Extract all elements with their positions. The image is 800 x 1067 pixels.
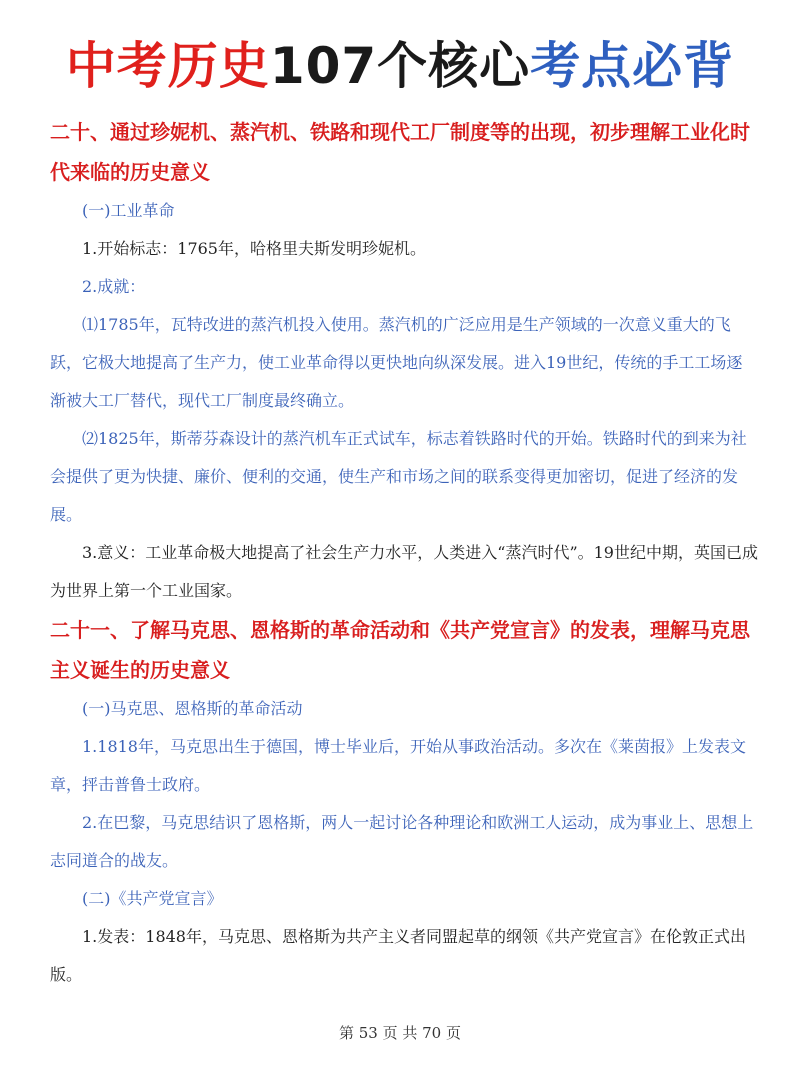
section-heading-20: 二十、通过珍妮机、蒸汽机、铁路和现代工厂制度等的出现，初步理解工业化时代来临的历史意义 <box>50 120 750 184</box>
subheading-marx-engels-activities: (一)马克思、恩格斯的革命活动 <box>82 699 303 718</box>
section-heading-21: 二十一、了解马克思、恩格斯的革命活动和《共产党宣言》的发表，理解马克思主义诞生的历史意义 <box>50 618 750 682</box>
title-part-red: 中考历史 <box>65 37 270 95</box>
title-part-blue: 考点必背 <box>530 37 735 95</box>
paragraph-achievements-label: 2.成就： <box>82 277 146 296</box>
document-body <box>50 112 758 994</box>
paragraph-steam-engine: ⑴1785年，瓦特改进的蒸汽机投入使用。蒸汽机的广泛应用是生产领域的一次意义重大的飞跃，它极大地提高了生产力，使工业革命得以更快地向纵深发展。进入19世纪，传统的手工工场逐渐被大工厂替代，现代工厂制度最终确立。 <box>50 315 743 410</box>
page-footer: 第 53 页 共 70 页 <box>338 1024 461 1042</box>
paragraph-paris-meeting: 2.在巴黎，马克思结识了恩格斯，两人一起讨论各种理论和欧洲工人运动，成为事业上、思想上志同道合的战友。 <box>50 813 754 870</box>
paragraph-start-sign: 1.开始标志：1765年，哈格里夫斯发明珍妮机。 <box>82 239 426 258</box>
paragraph-railway: ⑵1825年，斯蒂芬森设计的蒸汽机车正式试车，标志着铁路时代的开始。铁路时代的到来为社会提供了更为快捷、廉价、便利的交通，使生产和市场之间的联系变得更加密切，促进了经济的发展。 <box>50 429 747 524</box>
subheading-industrial-revolution: (一)工业革命 <box>82 201 175 220</box>
paragraph-manifesto-publication: 1.发表：1848年，马克思、恩格斯为共产主义者同盟起草的纲领《共产党宣言》在伦敦正式出版。 <box>50 927 746 984</box>
paragraph-significance: 3.意义：工业革命极大地提高了社会生产力水平，人类进入“蒸汽时代”。19世纪中期，英国已成为世界上第一个工业国家。 <box>50 543 758 600</box>
title-part-black: 107个核心 <box>269 37 531 95</box>
paragraph-marx-birth: 1.1818年，马克思出生于德国，博士毕业后，开始从事政治活动。多次在《莱茵报》上发表文章，抨击普鲁士政府。 <box>50 737 746 794</box>
page-title <box>0 26 800 98</box>
subheading-communist-manifesto: (二)《共产党宣言》 <box>82 889 223 908</box>
